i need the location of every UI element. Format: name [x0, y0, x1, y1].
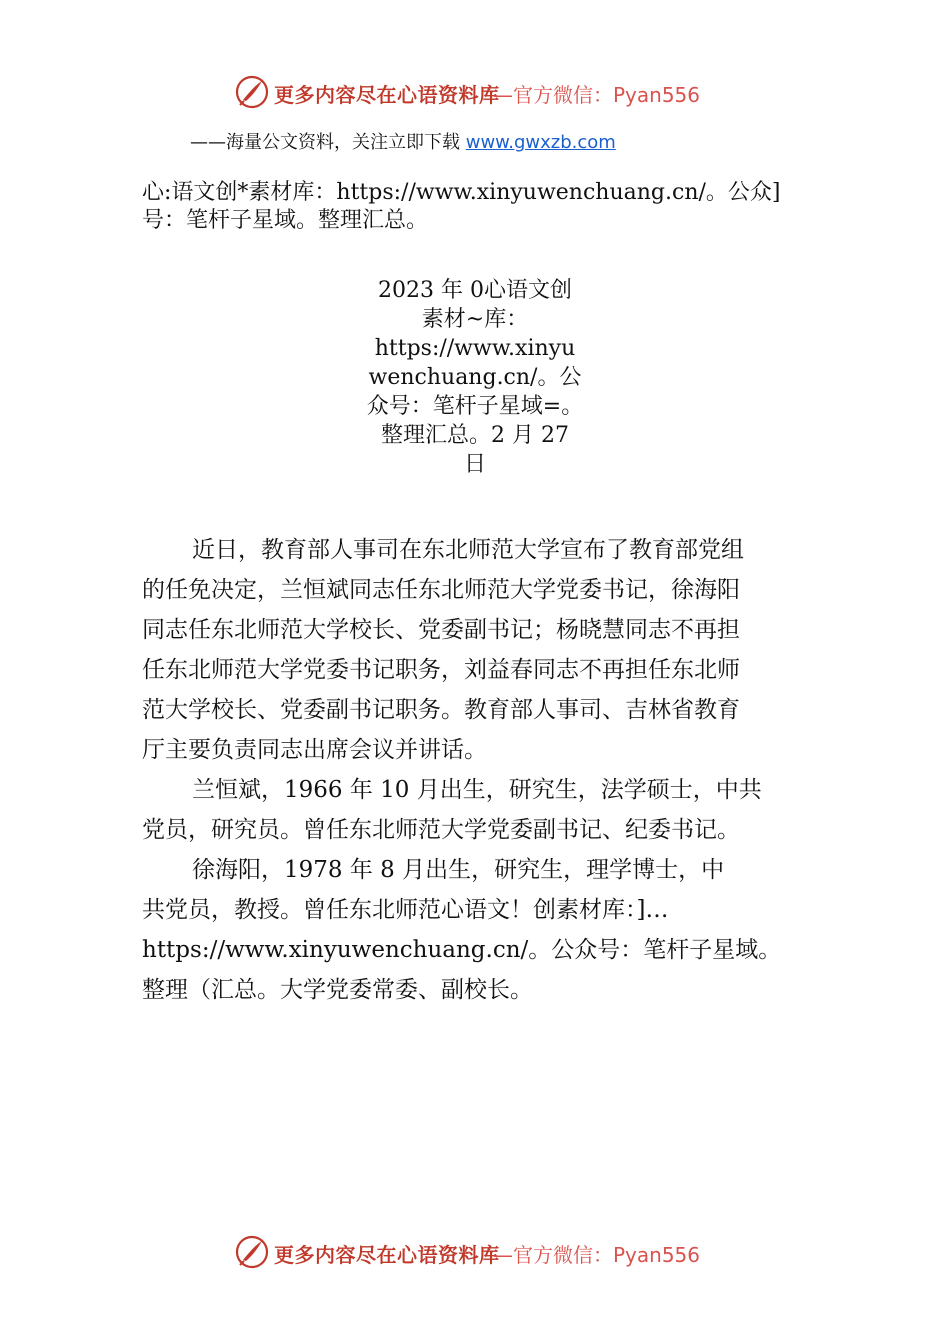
gwxzb-link[interactable]: www.gwxzb.com — [465, 132, 616, 153]
title-line: wenchuang.cn/。公 — [368, 365, 582, 390]
title-block — [300, 276, 650, 479]
title-line: https://www.xinyu — [374, 336, 576, 361]
article-body — [142, 530, 822, 1010]
body-line: 近日，教育部人事司在东北师范大学宣布了教育部党组 — [192, 537, 744, 563]
body-line: 徐海阳，1978 年 8 月出生，研究生，理学博士，中 — [192, 857, 725, 883]
quill-logo-icon — [234, 1234, 270, 1270]
header-brand-text: 更多内容尽在心语资料库 — [274, 83, 500, 107]
download-subline — [190, 128, 616, 154]
footer-wechat-text: —官方微信：Pyan556 — [493, 1243, 701, 1267]
quill-logo-icon — [234, 74, 270, 110]
body-line: 任东北师范大学党委书记职务，刘益春同志不再担任东北师 — [142, 657, 740, 683]
body-line: https://www.xinyuwenchuang.cn/。公众号：笔杆子星域。 — [142, 937, 782, 963]
body-line: 共党员，教授。曾任东北师范心语文！创素材库：]… — [142, 897, 669, 923]
body-line: 整理（汇总。大学党委常委、副校长。 — [142, 977, 533, 1003]
watermark-line-2: 号：笔杆子星域。整理汇总。 — [142, 208, 429, 233]
title-line: 日 — [463, 452, 486, 477]
subline-prefix: ——海量公文资料，关注立即下载 — [190, 132, 466, 153]
title-line: 整理汇总。2 月 27 — [381, 423, 569, 448]
title-line: 众号：笔杆子星域=。 — [366, 394, 584, 419]
body-line: 厅主要负责同志出席会议并讲话。 — [142, 737, 487, 763]
body-line: 同志任东北师范大学校长、党委副书记；杨晓慧同志不再担 — [142, 617, 740, 643]
body-line: 的任免决定，兰恒斌同志任东北师范大学党委书记，徐海阳 — [142, 577, 740, 603]
watermark-line-1: 心:语文创*素材库：https://www.xinyuwenchuang.cn/。公众] — [142, 180, 781, 205]
title-line: 素材~库： — [421, 307, 529, 332]
title-line: 2023 年 0心语文创 — [378, 278, 572, 303]
footer-banner — [0, 1230, 950, 1274]
body-line: 范大学校长、党委副书记职务。教育部人事司、吉林省教育 — [142, 697, 740, 723]
body-line: 兰恒斌，1966 年 10 月出生，研究生，法学硕士，中共 — [192, 777, 762, 803]
header-banner — [0, 70, 950, 114]
header-wechat-text: —官方微信：Pyan556 — [493, 83, 701, 107]
body-line: 党员，研究员。曾任东北师范大学党委副书记、纪委书记。 — [142, 817, 740, 843]
footer-brand-text: 更多内容尽在心语资料库 — [274, 1243, 500, 1267]
